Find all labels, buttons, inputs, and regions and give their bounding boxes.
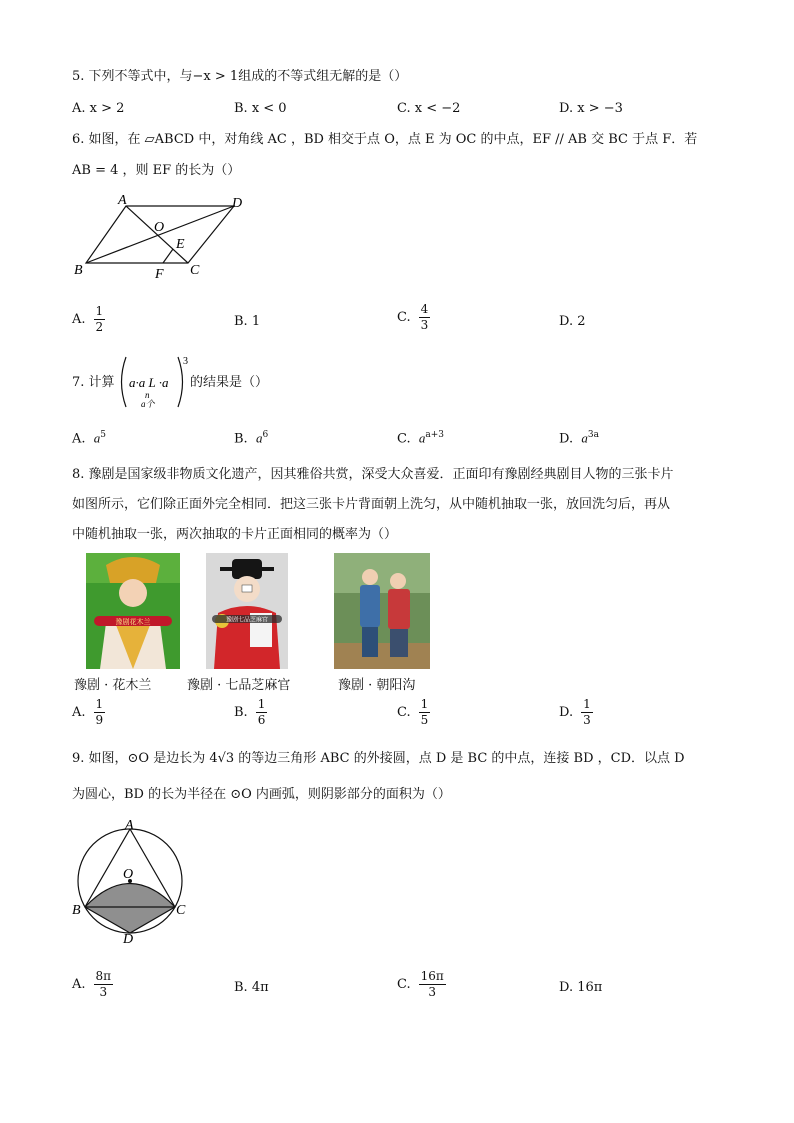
q9-option-c: C. $\frac{16\pi}{3}$ — [397, 969, 444, 999]
q9-label-d: D — [123, 932, 134, 947]
q6-stem-line1: 6. 如图，在 ▱ABCD 中，对角线 AC ，BD 相交于点 O，点 E 为 OC 的中点，EF // AB 交 BC 于点 F．若 — [72, 132, 698, 147]
q8-stem-line2: 如图所示，它们除正面外完全相同．把这三张卡片背面朝上洗匀，从中随机抽取一张，放回洗匀后，再从 — [72, 497, 671, 512]
q9-label-a: A — [125, 818, 134, 833]
q7-stem-prefix: 7. 计算 — [72, 375, 115, 390]
q6-label-f: F — [155, 267, 164, 282]
card-image-qipinzhimaguan — [206, 553, 288, 669]
card-image-chaoyanggou — [334, 553, 430, 669]
card-image-huamulan — [86, 553, 180, 669]
q7-option-d: D. $a^{3a}$ — [559, 430, 599, 447]
q7-expression — [116, 352, 196, 412]
q5-option-c: C. x < −2 — [397, 101, 461, 116]
card1-banner: 豫剧花木兰 — [115, 618, 151, 626]
q7-option-b: B. $a^6$ — [234, 430, 269, 447]
q7-under-n: n — [145, 390, 150, 400]
q9-option-b: B. 4π — [234, 980, 269, 995]
q9-option-d: D. 16π — [559, 980, 603, 995]
q9-label-c: C — [176, 903, 186, 918]
q9-stem-line1: 9. 如图，⊙O 是边长为 4√3 的等边三角形 ABC 的外接圆，点 D 是 BC 的中点，连接 BD ，CD．以点 D — [72, 751, 685, 766]
q7-stem-suffix: 的结果是（） — [190, 375, 269, 390]
q7-power: 3 — [183, 356, 188, 367]
q6-option-c: C. $\frac{4}{3}$ — [397, 302, 429, 332]
q7-under-count: a个 — [141, 399, 155, 409]
card2-banner: 豫剧七品芝麻官 — [225, 616, 269, 624]
q5-option-a: A. x > 2 — [72, 101, 125, 116]
q7-option-a: A. $a^5$ — [72, 430, 107, 447]
card2-caption: 豫剧 · 七品芝麻官 — [187, 678, 291, 693]
q8-option-b: B. $\frac{1}{6}$ — [234, 697, 266, 727]
q6-label-b: B — [74, 263, 83, 278]
q5-stem: 5. 下列不等式中，与−x > 1组成的不等式组无解的是（） — [72, 69, 408, 84]
q6-option-b: B. 1 — [234, 314, 261, 329]
q9-stem-line2: 为圆心，BD 的长为半径在 ⊙O 内画弧，则阴影部分的面积为（） — [72, 787, 451, 802]
q8-option-d: D. $\frac{1}{3}$ — [559, 697, 591, 727]
q7-expr: a·a L ·a — [129, 375, 169, 390]
q6-parallelogram-figure — [70, 190, 260, 285]
q8-stem-line1: 8. 豫剧是国家级非物质文化遗产，因其雅俗共赏，深受大众喜爱．正面印有豫剧经典剧目人物的三张卡片 — [72, 467, 674, 482]
q6-option-d: D. 2 — [559, 314, 586, 329]
q5-option-d: D. x > −3 — [559, 101, 623, 116]
q6-label-a: A — [118, 193, 127, 208]
q8-option-c: C. $\frac{1}{5}$ — [397, 697, 429, 727]
q6-stem-line2: AB = 4 ，则 EF 的长为（） — [72, 163, 241, 178]
q7-option-c: C. $a^{a+3}$ — [397, 430, 445, 447]
q6-label-e: E — [176, 237, 185, 252]
q6-label-o: O — [154, 220, 165, 235]
card1-caption: 豫剧 · 花木兰 — [74, 678, 152, 693]
q9-option-a: A. $\frac{8\pi}{3}$ — [72, 969, 112, 999]
card3-caption: 豫剧 · 朝阳沟 — [338, 678, 416, 693]
q9-circle-figure — [66, 812, 196, 947]
q5-option-b: B. x < 0 — [234, 101, 287, 116]
q6-label-c: C — [190, 263, 200, 278]
q6-option-a: A. $\frac{1}{2}$ — [72, 304, 104, 334]
q6-label-d: D — [232, 196, 243, 211]
q9-label-b: B — [72, 903, 81, 918]
q9-label-o: O — [123, 867, 134, 882]
q8-stem-line3: 中随机抽取一张，两次抽取的卡片正面相同的概率为（） — [72, 527, 398, 542]
q8-option-a: A. $\frac{1}{9}$ — [72, 697, 104, 727]
